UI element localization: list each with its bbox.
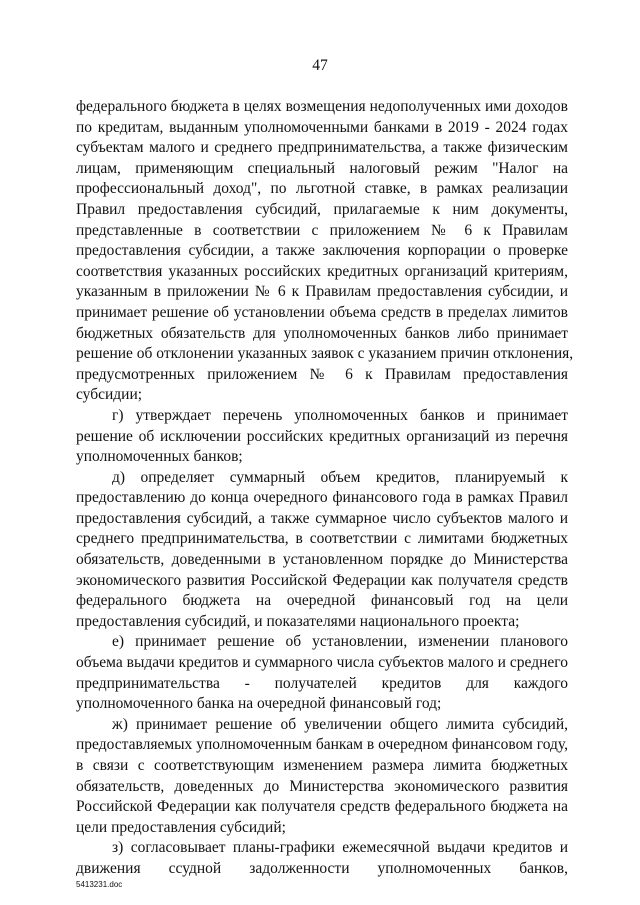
page-number: 47 xyxy=(312,57,328,74)
text-line: предоставления субсидий, а также суммарное число субъектов малого и xyxy=(76,509,568,527)
text-line: цели предоставления субсидий; xyxy=(76,818,286,836)
text-line: г) утверждает перечень уполномоченных банков и принимает xyxy=(112,406,568,424)
text-line: Российской Федерации как получателя средств федерального бюджета на xyxy=(76,798,568,816)
text-line: ж) принимает решение об увеличении общего лимита субсидий, xyxy=(112,715,568,733)
text-line: профессиональный доход", по льготной ставке, в рамках реализации xyxy=(76,180,568,198)
text-line: экономического развития Российской Федерации как получателя средств xyxy=(76,571,568,589)
text-line: представленные в соответствии с приложением № 6 к Правилам xyxy=(76,221,568,239)
text-line: принимает решение об установлении объема средств в пределах лимитов xyxy=(76,303,568,321)
text-line: субъектам малого и среднего предпринимательства, а также физическим xyxy=(76,139,568,157)
text-line: обязательств, доведенных до Министерства экономического развития xyxy=(76,777,568,795)
text-line: з) согласовывает планы-графики ежемесячной выдачи кредитов и xyxy=(112,839,568,857)
text-line: обязательств, доведенными в установленном порядке до Министерства xyxy=(76,551,568,569)
text-line: движения ссудной задолженности уполномоченных банков, xyxy=(76,859,568,877)
text-line: указанным в приложении № 6 к Правилам предоставления субсидии, и xyxy=(76,283,568,301)
text-line: решение об исключении российских кредитных организаций из перечня xyxy=(76,427,568,445)
text-line: субсидии; xyxy=(76,386,143,404)
document-body xyxy=(76,97,574,880)
text-line: по кредитам, выданным уполномоченными банками в 2019 - 2024 годах xyxy=(76,118,568,136)
text-line: предоставляемых уполномоченным банкам в очередном финансовом году, xyxy=(76,736,568,754)
text-line: предоставления субсидии, а также заключения корпорации о проверке xyxy=(76,242,568,260)
text-line: Правил предоставления субсидий, прилагаемые к ним документы, xyxy=(76,200,568,218)
document-filename: 5413231.doc xyxy=(76,880,123,889)
text-line: объема выдачи кредитов и суммарного числа субъектов малого и среднего xyxy=(76,654,568,672)
text-line: е) принимает решение об установлении, изменении планового xyxy=(112,633,568,651)
text-line: уполномоченного банка на очередной финансовый год; xyxy=(76,695,442,713)
text-line: предусмотренных приложением № 6 к Правилам предоставления xyxy=(76,365,568,383)
text-line: решение об отклонении указанных заявок с указанием причин отклонения, xyxy=(76,345,574,363)
text-line: д) определяет суммарный объем кредитов, планируемый к xyxy=(112,468,568,486)
text-line: соответствия указанных российских кредитных организаций критериям, xyxy=(76,262,568,280)
text-line: предоставления субсидий, и показателями национального проекта; xyxy=(76,612,520,630)
text-line: федерального бюджета на очередной финансовый год на цели xyxy=(76,592,568,610)
text-line: предоставлению до конца очередного финансового года в рамках Правил xyxy=(76,489,568,507)
text-line: бюджетных обязательств для уполномоченных банков либо принимает xyxy=(76,324,568,342)
text-line: предпринимательства - получателей кредитов для каждого xyxy=(76,674,568,692)
text-line: уполномоченных банков; xyxy=(76,448,243,466)
text-line: лицам, применяющим специальный налоговый режим "Налог на xyxy=(76,159,568,177)
text-line: федерального бюджета в целях возмещения недополученных ими доходов xyxy=(76,98,568,115)
text-line: среднего предпринимательства, в соответствии с лимитами бюджетных xyxy=(76,530,568,548)
text-line: в связи с соответствующим изменением размера лимита бюджетных xyxy=(76,757,568,774)
